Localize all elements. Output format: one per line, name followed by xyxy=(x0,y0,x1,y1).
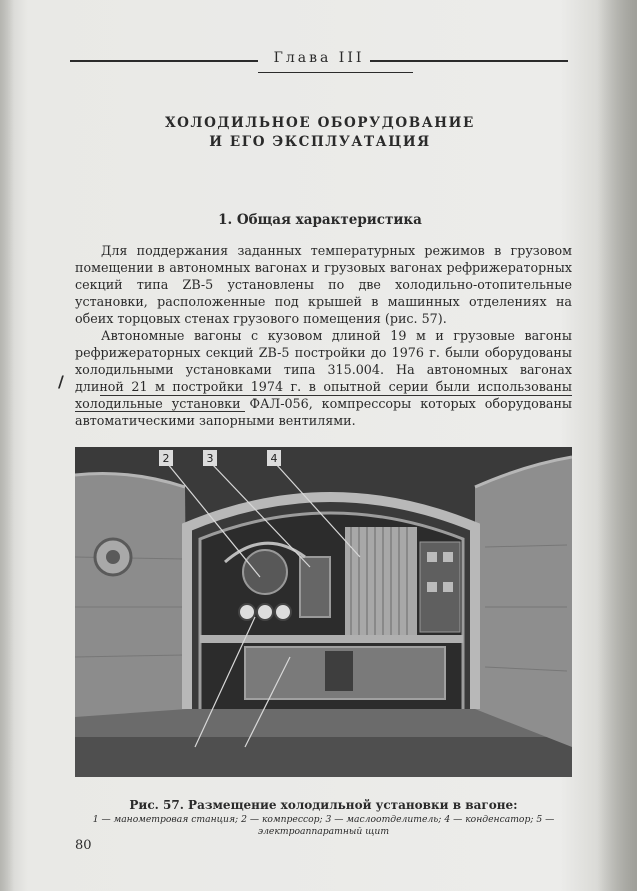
figure-legend: 1 — манометровая станция; 2 — компрессор; 3 — маслоотделитель; 4 — конденсатор; 5 — электроаппаратный щит xyxy=(92,814,555,837)
callout-label: 4 xyxy=(270,452,278,465)
header-rule-under xyxy=(258,72,413,73)
callout-label: 2 xyxy=(162,452,170,465)
chapter-header xyxy=(70,50,568,76)
body-text xyxy=(75,242,572,429)
page-edge-shadow xyxy=(597,0,637,891)
page-number: 80 xyxy=(75,838,92,853)
chapter-label: Глава III xyxy=(273,50,365,66)
chapter-title-line1: ХОЛОДИЛЬНОЕ ОБОРУДОВАНИЕ xyxy=(165,115,475,131)
chapter-title-line2: И ЕГО ЭКСПЛУАТАЦИЯ xyxy=(209,134,431,150)
refrigeration-unit-photo xyxy=(75,447,572,777)
callout-label: 3 xyxy=(206,452,214,465)
paragraph: Для поддержания заданных температурных режимов в грузовом помещении в автономных вагонах и грузовых вагонах рефрижераторных секций типа ZB-5 установлены по две холодильно-отопительные установки, расположенные под крышей в машинных отделениях на обеих торцовых стенах грузового помещения (рис. 57). xyxy=(75,243,572,326)
pencil-underline xyxy=(75,411,245,412)
chapter-title xyxy=(120,114,520,152)
figure-caption: Рис. 57. Размещение холодильной установки в вагоне: xyxy=(129,798,518,812)
pencil-underline xyxy=(100,395,572,396)
figure-photo xyxy=(75,447,572,777)
section-heading: 1. Общая характеристика xyxy=(218,212,422,228)
header-rule-right xyxy=(370,60,568,62)
paragraph: Автономные вагоны с кузовом длиной 19 м и грузовые вагоны рефрижераторных секций ZB-5 постройки до 1976 г. были оборудованы холодильными установками типа 315.004. На автономных вагонах длиной 21 м постройки 1974 г. в опытной серии были использованы холодильные установки ФАЛ-056, компрессоры которых оборудованы автоматическими запорными вентилями. xyxy=(75,328,572,428)
margin-pencil-mark: / xyxy=(58,372,64,391)
binding-shadow xyxy=(0,0,14,891)
